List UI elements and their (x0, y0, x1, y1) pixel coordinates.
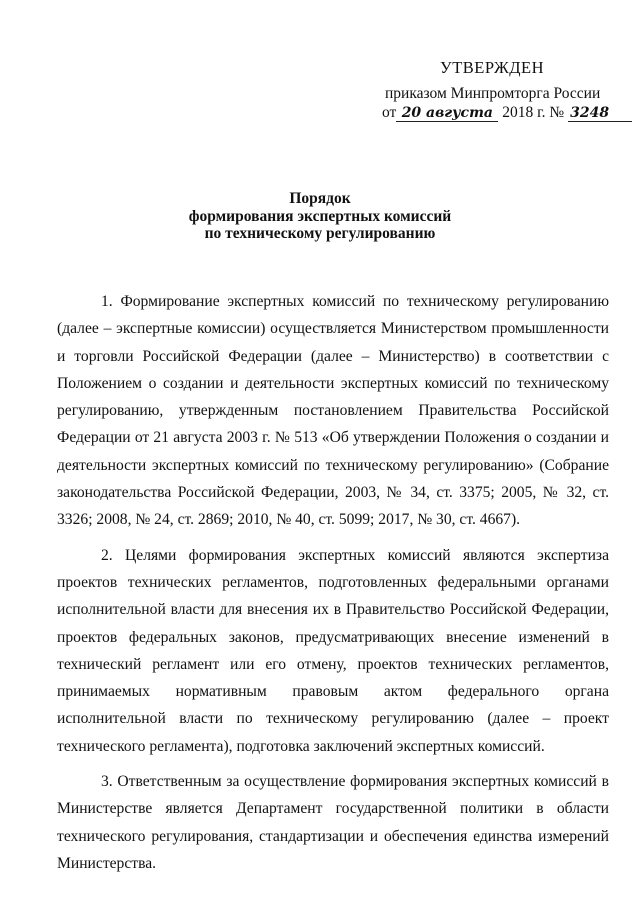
paragraph-3: 3. Ответственным за осуществление формирования экспертных комиссий в Министерстве является Департамент государственной политики в области технического регулирования, стандартизации и обеспечения единства измерений Министерства. (57, 773, 609, 872)
order-reference: приказом Минпромторга России (385, 85, 601, 102)
title-line-2: формирования экспертных комиссий (188, 207, 452, 225)
date-prefix: от (382, 104, 397, 121)
handwritten-order-number: 3248 (568, 106, 632, 122)
title-line-1: Порядок (289, 190, 351, 207)
order-year-number-label: 2018 г. № (502, 104, 565, 121)
approved-stamp-heading: УТВЕРЖДЕН (440, 58, 544, 77)
order-date-line (382, 104, 632, 122)
document-title (0, 190, 640, 243)
document-body (57, 288, 609, 877)
handwritten-date: 20 августа (396, 106, 498, 122)
paragraph-2: 2. Целями формирования экспертных комиссий являются экспертиза проектов технических регламентов, подготовленных федеральными органами исполнительной власти для внесения их в Правительство Российской Федерации, проектов федеральных законов, предусматривающих внесение изменений в технический регламент или его отмену, проектов технических регламентов, принимаемых нормативным правовым актом федерального органа исполнительной власти по техническому регулированию (далее – проект технического регламента), подготовка заключений экспертных комиссий. (57, 546, 609, 755)
paragraph-1: 1. Формирование экспертных комиссий по техническому регулированию (далее – экспертные комиссии) осуществляется Министерством промышленности и торговли Российской Федерации (далее – Министерство) в соответствии с Положением о создании и деятельности экспертных комиссий по техническому регулированию, утвержденным постановлением Правительства Российской Федерации от 21 августа 2003 г. № 513 «Об утверждении Положения о создании и деятельности экспертных комиссий по техническому регулированию» (Собрание законодательства Российской Федерации, 2003, № 34, ст. 3375; 2005, № 32, ст. 3326; 2008, № 24, ст. 2869; 2010, № 40, ст. 5099; 2017, № 30, ст. 4667). (57, 293, 609, 529)
title-line-3: по техническому регулированию (204, 225, 436, 242)
